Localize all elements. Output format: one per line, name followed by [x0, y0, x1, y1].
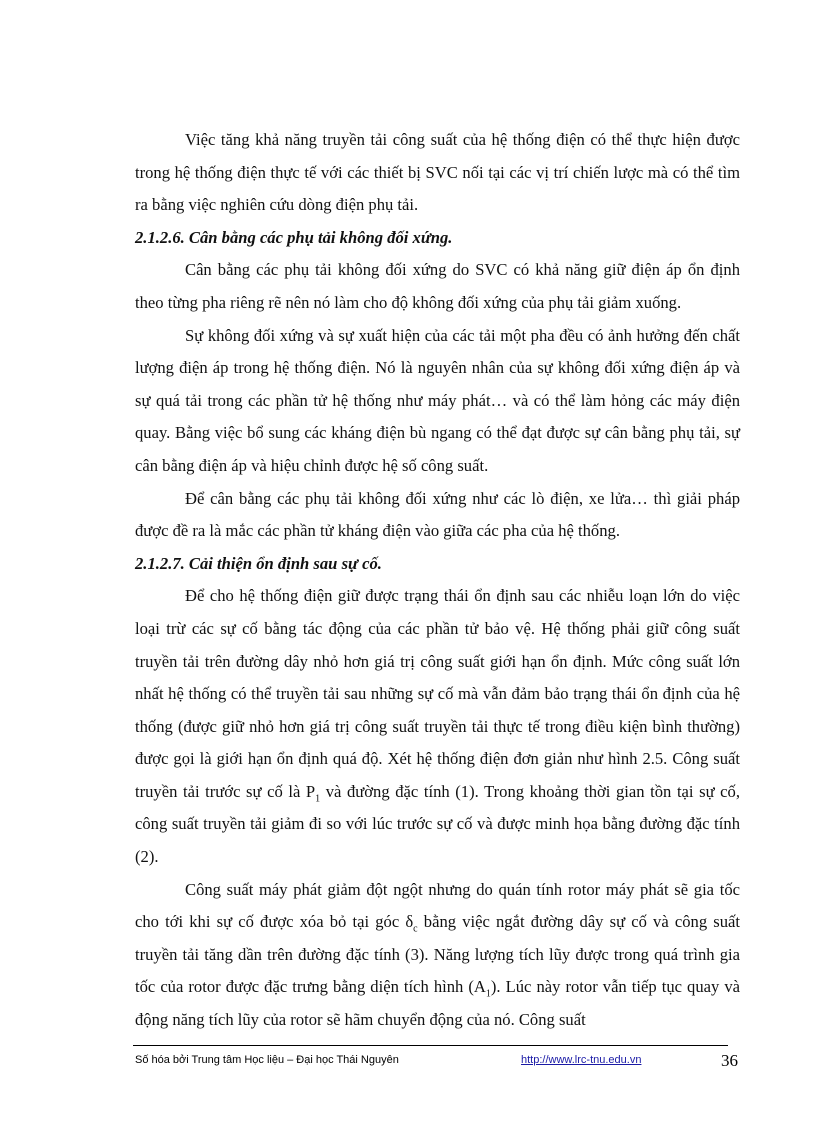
- text-run: bằng việc ngắt đường dây sự cố và công suất truyền tải tăng dần trên đường đặc tính (3). Năng lượng tích lũy được trong quá trình gia tốc của rotor được đặc trưng bằng diện tích hình (A: [135, 912, 741, 997]
- text-run: Để cho hệ thống điện giữ được trạng thái ổn định sau các nhiễu loạn lớn do việc loại trừ các sự cố bằng tác động của các phần tử bảo vệ. Hệ thống phải giữ công suất truyền tải trên đường dây nhỏ hơn giá trị công suất giới hạn ổn định. Mức công suất lớn nhất hệ thống có thể truyền tải sau những sự cố mà vẫn đảm bảo trạng thái ổn định của hệ thống (được giữ nhỏ hơn giá trị công suất truyền tải thực tế trong điều kiện bình thường) được gọi là giới hạn ổn định quá độ. Xét hệ thống điện đơn giản như hình 2.5. Công suất truyền tải trước sự cố là P: [135, 586, 740, 801]
- text-run: Công suất máy phát giảm đột ngột nhưng do quán tính rotor máy phát sẽ gia tốc cho tới khi sự cố được xóa bỏ tại góc δ: [135, 879, 740, 932]
- subscript: c: [413, 923, 418, 935]
- paragraph-load-balancing: Cân bằng các phụ tải không đối xứng do SVC có khả năng giữ điện áp ổn định theo từng pha riêng rẽ nên nó làm cho độ không đối xứng của phụ tải giảm xuống.: [135, 260, 740, 312]
- subscript: 1: [315, 793, 321, 805]
- paragraph-transmission-capacity: Việc tăng khả năng truyền tải công suất của hệ thống điện có thể thực hiện được trong hệ thống điện thực tế với các thiết bị SVC nối tại các vị trí chiến lược mà có thể tìm ra bằng việc nghiên cứu dòng điện phụ tải.: [135, 130, 740, 215]
- text-run: ). Lúc này rotor vẫn tiếp tục quay và động năng tích lũy của rotor sẽ hãm chuyển động của nó. Công suất: [135, 977, 740, 1030]
- text-run: và đường đặc tính (1). Trong khoảng thời gian tồn tại sự cố, công suất truyền tải giảm đi so với lúc trước sự cố và được minh họa bằng đường đặc tính (2).: [135, 781, 740, 867]
- footer-link[interactable]: http://www.lrc-tnu.edu.vn: [521, 1054, 642, 1066]
- paragraph-solution: Để cân bằng các phụ tải không đối xứng như các lò điện, xe lửa… thì giải pháp được đề ra là mắc các phần tử kháng điện vào giữa các pha của hệ thống.: [135, 488, 740, 541]
- heading-2-1-2-6: 2.1.2.6. Cân bằng các phụ tải không đối xứng.: [135, 227, 453, 247]
- paragraph-rotor-acceleration: [135, 874, 740, 1037]
- page-footer: [133, 1052, 743, 1074]
- page-number: 36: [721, 1051, 738, 1070]
- paragraph-transient-stability: [135, 580, 740, 873]
- footer-divider: [133, 1045, 728, 1046]
- paragraph-asymmetry: Sự không đối xứng và sự xuất hiện của các tải một pha đều có ảnh hưởng đến chất lượng điện áp trong hệ thống điện. Nó là nguyên nhân của sự không đối xứng điện áp và sự quá tải trong các phần tử hệ thống như máy phát… và có thể làm hỏng các máy điện quay. Bằng việc bổ sung các kháng điện bù ngang có thể đạt được sự cân bằng phụ tải, sự cân bằng điện áp và hiệu chỉnh được hệ số công suất.: [135, 325, 740, 475]
- subscript: 1: [485, 988, 491, 1000]
- page-body: [135, 124, 740, 1037]
- heading-2-1-2-7: 2.1.2.7. Cải thiện ổn định sau sự cố.: [135, 553, 382, 573]
- footer-source: Số hóa bởi Trung tâm Học liệu – Đại học Thái Nguyên: [135, 1054, 399, 1066]
